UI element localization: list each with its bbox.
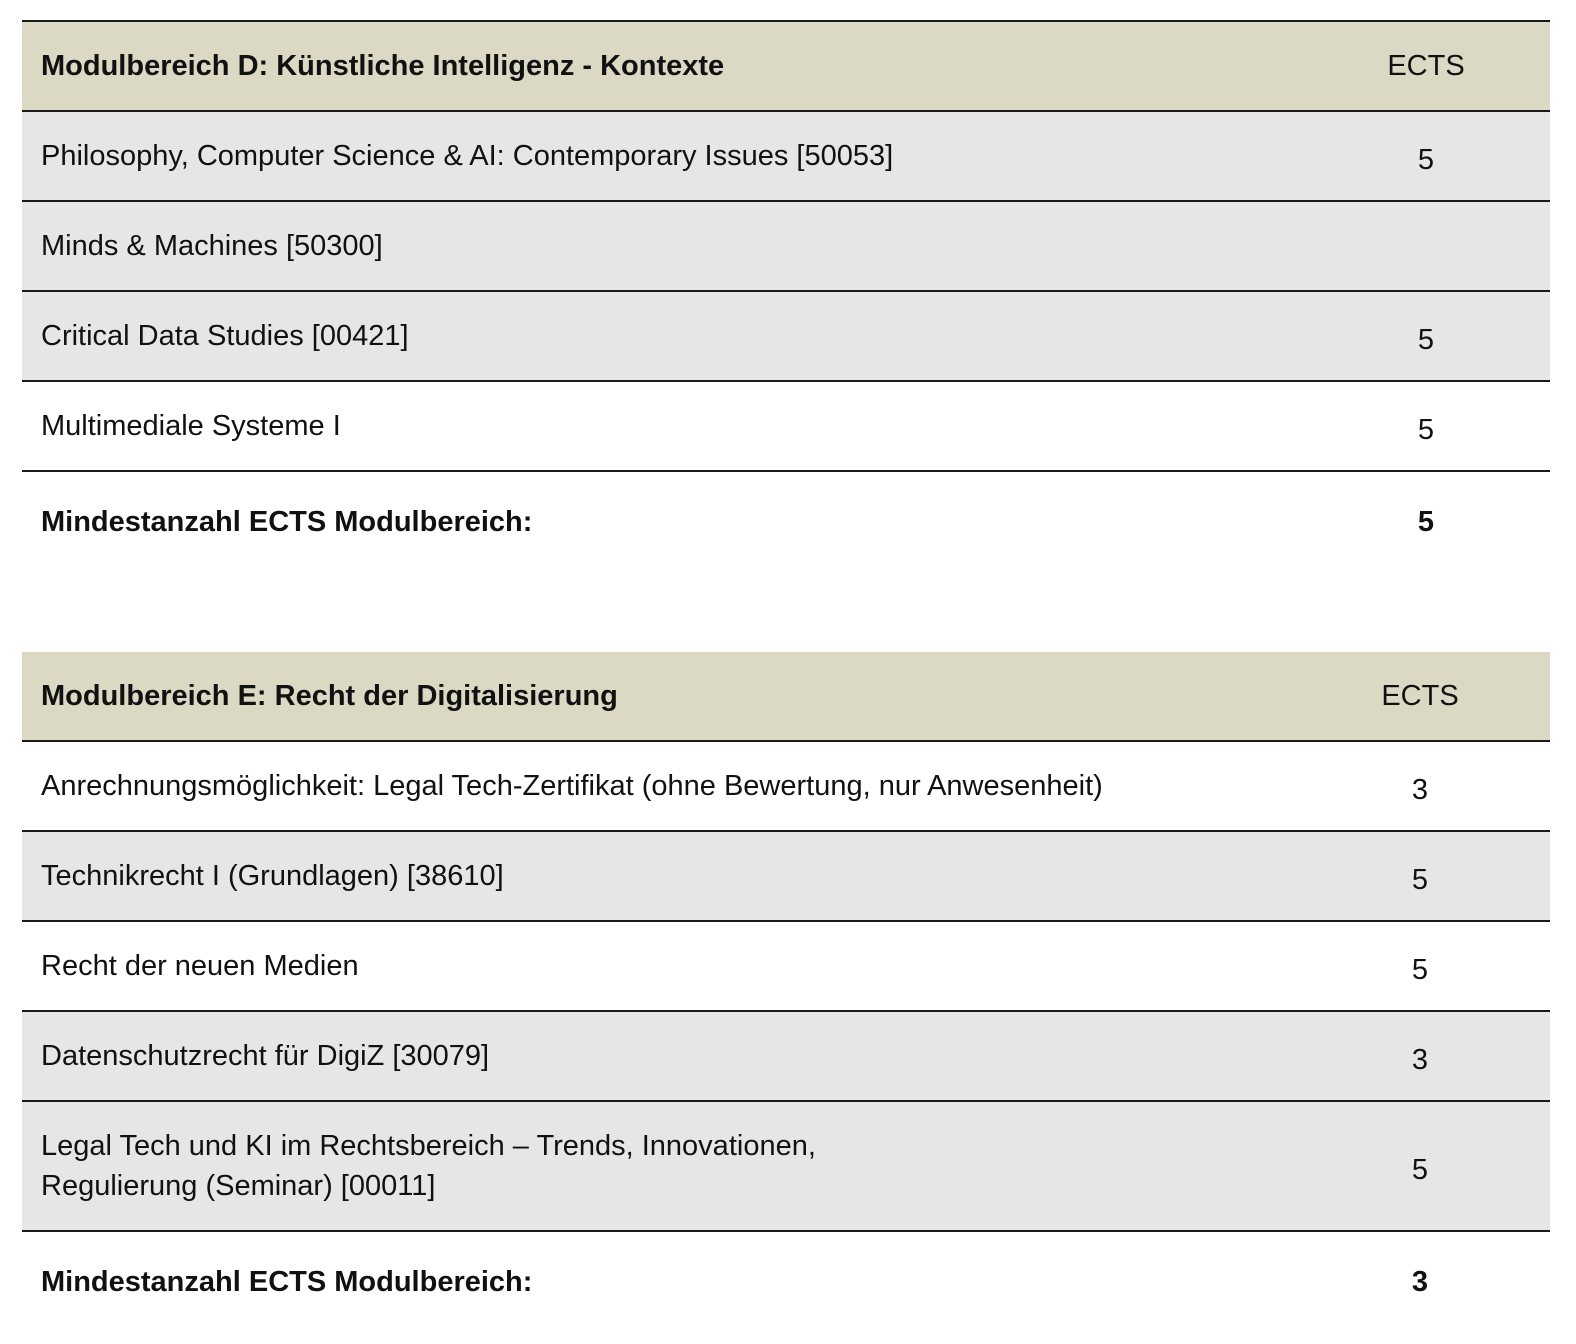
table-row: [22, 922, 1550, 1012]
course-ects: 3: [1411, 773, 1429, 806]
course-ects: 5: [1417, 323, 1435, 356]
course-name: Legal Tech und KI im Rechtsbereich – Trends, Innovationen, Regulierung (Seminar) [00011]: [41, 1130, 816, 1202]
module-e-header-row: [22, 652, 1550, 742]
course-ects: 5: [1411, 953, 1429, 986]
course-ects: 3: [1411, 1043, 1429, 1076]
course-name: Critical Data Studies [00421]: [41, 320, 409, 352]
course-ects: 5: [1417, 413, 1435, 446]
course-name: Anrechnungsmöglichkeit: Legal Tech-Zertifikat (ohne Bewertung, nur Anwesenheit): [41, 770, 1103, 802]
course-name: Datenschutzrecht für DigiZ [30079]: [41, 1040, 490, 1072]
course-name: Philosophy, Computer Science & AI: Contemporary Issues [50053]: [41, 140, 894, 172]
module-d-table: [22, 20, 1550, 562]
table-row: [22, 292, 1550, 382]
min-ects-value: 3: [1411, 1266, 1429, 1298]
module-e-title: Modulbereich E: Recht der Digitalisierung: [41, 680, 618, 712]
course-name: Recht der neuen Medien: [41, 950, 359, 982]
min-ects-label: Mindestanzahl ECTS Modulbereich:: [41, 1266, 533, 1298]
module-d-total-row: [22, 472, 1550, 562]
table-row: [22, 1102, 1550, 1232]
table-row: [22, 742, 1550, 832]
min-ects-value: 5: [1417, 506, 1435, 538]
module-d-title: Modulbereich D: Künstliche Intelligenz - Kontexte: [41, 50, 725, 82]
table-row: [22, 1012, 1550, 1102]
module-e-ects-header: ECTS: [1381, 679, 1459, 712]
course-name: Multimediale Systeme I: [41, 410, 341, 442]
course-name: Minds & Machines [50300]: [41, 230, 383, 262]
module-e-total-row: [22, 1232, 1550, 1322]
course-name: Technikrecht I (Grundlagen) [38610]: [41, 860, 504, 892]
min-ects-label: Mindestanzahl ECTS Modulbereich:: [41, 506, 533, 538]
course-ects: 5: [1417, 143, 1435, 176]
course-ects: 5: [1411, 1153, 1429, 1186]
table-row: [22, 832, 1550, 922]
table-row: [22, 112, 1550, 202]
table-row: [22, 202, 1550, 292]
table-row: [22, 382, 1550, 472]
course-ects: [1290, 242, 1550, 250]
module-d-ects-header: ECTS: [1387, 49, 1465, 82]
module-d-header-row: [22, 22, 1550, 112]
module-e-table: [22, 652, 1550, 1322]
course-ects: 5: [1411, 863, 1429, 896]
